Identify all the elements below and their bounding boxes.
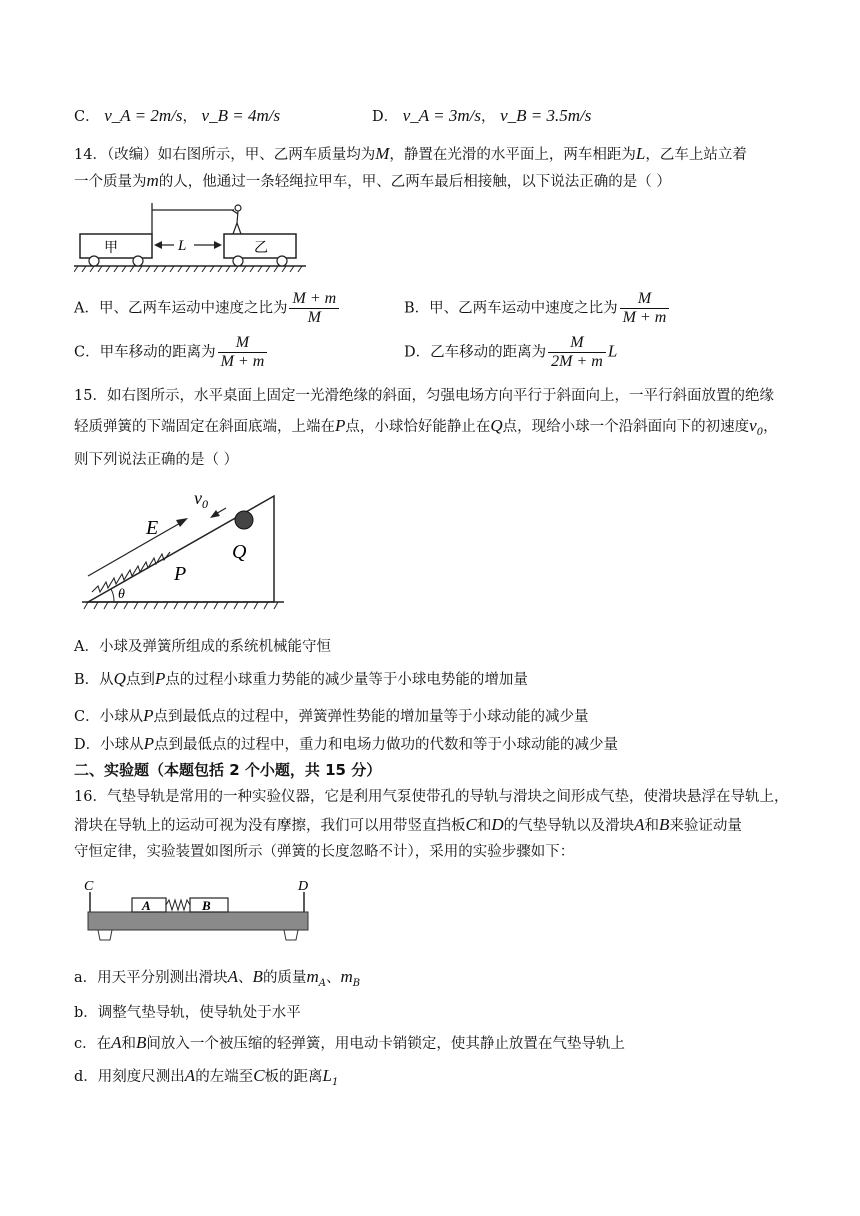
q15-option-b: B．从Q点到P点的过程小球重力势能的减少量等于小球电势能的增加量 — [74, 669, 528, 688]
svg-text:甲: 甲 — [104, 240, 118, 256]
q16-stem-line3: 守恒定律，实验装置如图所示（弹簧的长度忽略不计），采用的实验步骤如下： — [74, 844, 575, 860]
q13-option-d-vb: v_B = 3.5m/s — [500, 106, 592, 125]
q14-option-b: B．甲、乙两车运动中速度之比为 $\frac{M}{M + m}$ — [404, 290, 671, 327]
air-track — [88, 912, 308, 930]
q13-option-d-va: v_A = 3m/s — [402, 106, 481, 125]
svg-text:B: B — [202, 898, 211, 913]
svg-text:D: D — [298, 879, 309, 894]
svg-text:L: L — [178, 238, 187, 254]
q15-incline-figure — [74, 482, 286, 622]
q16-step-d: d．用刻度尺测出A的左端至C板的距离$L_1$ — [74, 1066, 339, 1088]
q13-option-c-vb: v_B = 4m/s — [201, 106, 281, 125]
q16-air-track-figure — [84, 876, 316, 948]
q15-stem-line3: 则下列说法正确的是（ ） — [74, 452, 239, 468]
svg-text:Q: Q — [232, 541, 247, 563]
field-arrow — [88, 522, 182, 576]
q16-stem-line1: 16．气垫导轨是常用的一种实验仪器，它是利用气泵使带孔的导轨与滑块之间形成气垫，使滑块悬浮在导轨上， — [74, 789, 789, 805]
spring — [166, 900, 190, 910]
svg-text:E: E — [146, 517, 159, 539]
q16-stem-line2: 滑块在导轨上的运动可视为没有摩擦，我们可以用带竖直挡板C和D的气垫导轨以及滑块A和B来验证动量 — [74, 815, 742, 834]
svg-text:C: C — [84, 879, 94, 894]
q15-stem-line2: 轻质弹簧的下端固定在斜面底端，上端在P点，小球恰好能静止在Q点，现给小球一个沿斜面向下的初速度$v_0$， — [74, 416, 778, 438]
svg-text:v0: $v_0$ — [194, 488, 208, 511]
q16-step-a: a．用天平分别测出滑块A、B的质量$m_A$、$m_B$ — [74, 967, 361, 989]
q14-option-c: C．甲车移动的距离为 $\frac{M}{M + m}$ — [74, 334, 269, 371]
svg-text:θ: θ — [118, 587, 125, 602]
q14-option-d: D．乙车移动的距离为 $\frac{M}{2M + m}$ L — [404, 334, 618, 370]
q14-stem-line1: 14．（改编）如右图所示，甲、乙两车质量均为M，静置在光滑的水平面上，两车相距为L，乙车上站立着 — [74, 144, 747, 163]
q13-option-c-va: v_A = 2m/s — [104, 106, 183, 125]
section-heading: 二、实验题（本题包括 2 个小题，共 15 分） — [74, 761, 382, 779]
q15-option-d: D．小球从P点到最低点的过程中，重力和电场力做功的代数和等于小球动能的减少量 — [74, 734, 619, 753]
svg-text:A: A — [142, 898, 151, 913]
ball — [235, 511, 253, 529]
q15-option-a: A．小球及弹簧所组成的系统机械能守恒 — [74, 639, 331, 655]
spring — [92, 552, 170, 592]
q14-option-a: A．甲、乙两车运动中速度之比为 $\frac{M + m}{M}$ — [74, 290, 341, 327]
svg-text:乙: 乙 — [254, 240, 268, 256]
q16-step-c: c．在A和B间放入一个被压缩的轻弹簧，用电动卡销锁定，使其静止放置在气垫导轨上 — [74, 1033, 625, 1052]
q14-carts-figure — [74, 196, 306, 276]
q13-option-d: D． v_A = 3m/s， v_B = 3.5m/s — [372, 106, 592, 125]
q15-option-c: C．小球从P点到最低点的过程中，弹簧弹性势能的增加量等于小球动能的减少量 — [74, 706, 589, 725]
svg-text:P: P — [174, 563, 187, 585]
q14-stem-line2: 一个质量为m的人，他通过一条轻绳拉甲车，甲、乙两车最后相接触，以下说法正确的是（ ） — [74, 171, 671, 190]
person-icon — [232, 205, 241, 234]
q13-option-c: C． v_A = 2m/s， v_B = 4m/s — [74, 106, 281, 125]
q15-stem-line1: 15．如右图所示，水平桌面上固定一光滑绝缘的斜面，匀强电场方向平行于斜面向上，一平行斜面放置的绝缘 — [74, 388, 774, 404]
q16-step-b: b．调整气垫导轨，使导轨处于水平 — [74, 1005, 301, 1021]
